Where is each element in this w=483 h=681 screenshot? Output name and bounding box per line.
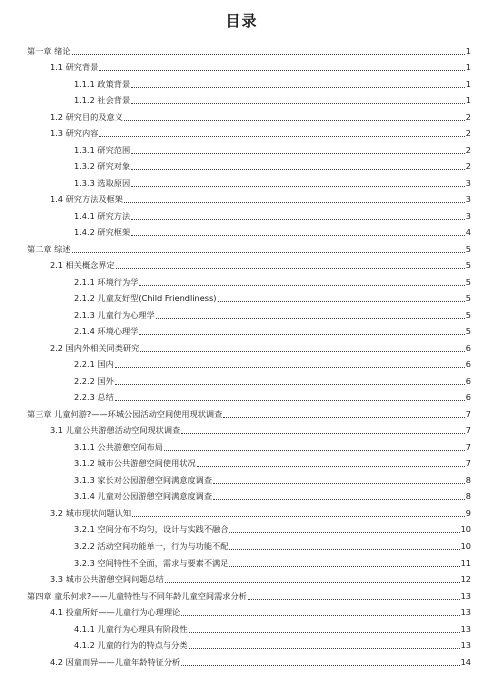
toc-page-number: 7 (465, 408, 471, 419)
toc-page-number: 10 (460, 524, 471, 535)
toc-page-number: 2 (465, 128, 471, 139)
toc-entry-title: 2.2 国内外相关同类研究 (50, 342, 140, 353)
toc-dot-leader (72, 54, 465, 55)
toc-dot-leader (229, 532, 459, 533)
toc-page-number: 2 (465, 144, 471, 155)
toc-dot-leader (248, 599, 460, 600)
toc-page-number: 5 (465, 260, 471, 271)
toc-section-entry[interactable] (0, 107, 483, 124)
toc-entry-title: 2.2.2 国外 (74, 375, 114, 386)
toc-dot-leader (115, 384, 465, 385)
toc-page-number: 6 (465, 342, 471, 353)
toc-dot-leader (223, 417, 465, 418)
toc-dot-leader (131, 219, 465, 220)
toc-dot-leader (99, 136, 464, 137)
toc-dot-leader (189, 648, 460, 649)
toc-dot-leader (131, 186, 465, 187)
toc-dot-leader (115, 367, 465, 368)
toc-subsection-entry[interactable] (0, 322, 483, 339)
toc-page-number: 5 (465, 326, 471, 337)
toc-subsection-entry[interactable] (0, 173, 483, 190)
toc-subsection-entry[interactable] (0, 371, 483, 388)
toc-entry-title: 1.3.2 研究对象 (74, 161, 131, 172)
toc-page-number: 2 (465, 111, 471, 122)
toc-dot-leader (229, 566, 459, 567)
toc-dot-leader (181, 433, 465, 434)
toc-section-entry[interactable] (0, 503, 483, 520)
toc-entry-title: 1.3 研究内容 (50, 128, 99, 139)
toc-entry-title: 第二章 综述 (27, 243, 71, 254)
toc-dot-leader (116, 268, 465, 269)
toc-page-number: 3 (465, 194, 471, 205)
toc-entry-title: 2.1 相关概念界定 (50, 260, 115, 271)
toc-section-entry[interactable] (0, 570, 483, 587)
toc-dot-leader (189, 632, 460, 633)
toc-entry-title: 3.2 城市现状问题认知 (50, 507, 132, 518)
toc-subsection-entry[interactable] (0, 520, 483, 537)
toc-entry-title: 4.1.2 儿童的行为的特点与分类 (74, 640, 188, 651)
toc-page-number: 11 (460, 557, 471, 568)
toc-page-number: 1 (465, 45, 471, 56)
toc-page-number: 7 (465, 458, 471, 469)
toc-page-number: 1 (465, 78, 471, 89)
toc-dot-leader (165, 582, 460, 583)
toc-entry-title: 第四章 童乐何求?——儿童特性与不同年龄儿童空间需求分析 (27, 590, 247, 601)
toc-page-number: 3 (465, 210, 471, 221)
toc-page-number: 5 (465, 309, 471, 320)
toc-dot-leader (124, 202, 465, 203)
toc-page-number: 6 (465, 359, 471, 370)
toc-dot-leader (99, 70, 464, 71)
toc-dot-leader (181, 665, 459, 666)
toc-dot-leader (140, 351, 464, 352)
toc-subsection-entry[interactable] (0, 437, 483, 454)
toc-subsection-entry[interactable] (0, 157, 483, 174)
toc-subsection-entry[interactable] (0, 223, 483, 240)
toc-dot-leader (131, 103, 465, 104)
toc-page-number: 1 (465, 95, 471, 106)
toc-entry-title: 1.1 研究背景 (50, 62, 99, 73)
toc-entry-title: 2.2.1 国内 (74, 359, 114, 370)
toc-entry-title: 1.3.1 研究范围 (74, 144, 131, 155)
toc-page-number: 10 (460, 540, 471, 551)
toc-dot-leader (229, 549, 459, 550)
toc-entry-title: 3.1.1 公共游憩空间布局 (74, 441, 163, 452)
toc-entry-title: 1.2 研究目的及意义 (50, 111, 123, 122)
toc-dot-leader (197, 466, 465, 467)
toc-subsection-entry[interactable] (0, 487, 483, 504)
toc-dot-leader (213, 483, 465, 484)
toc-subsection-entry[interactable] (0, 454, 483, 471)
toc-entry-title: 3.1 儿童公共游憩活动空间现状调查 (50, 425, 181, 436)
toc-entry-title: 3.3 城市公共游憩空间问题总结 (50, 574, 164, 585)
toc-dot-leader (132, 516, 465, 517)
toc-entry-title: 2.1.3 儿童行为心理学 (74, 309, 155, 320)
toc-dot-leader (124, 120, 465, 121)
toc-section-entry[interactable] (0, 124, 483, 141)
toc-page-number: 8 (465, 491, 471, 502)
toc-entry-title: 1.4.1 研究方法 (74, 210, 131, 221)
toc-chapter-entry[interactable] (0, 239, 483, 256)
toc-entry-title: 2.1.4 环境心理学 (74, 326, 139, 337)
toc-page-number: 7 (465, 441, 471, 452)
toc-entry-title: 2.1.2 儿童友好型(Child Friendliness) (74, 293, 217, 304)
toc-page-number: 13 (460, 640, 471, 651)
toc-entry-title: 1.1.2 社会背景 (74, 95, 131, 106)
toc-page-number: 3 (465, 177, 471, 188)
toc-dot-leader (131, 235, 465, 236)
toc-list (0, 41, 483, 669)
toc-page-number: 5 (465, 276, 471, 287)
toc-entry-title: 4.1 投童所好——儿童行为心理理论 (50, 607, 181, 618)
toc-dot-leader (156, 318, 465, 319)
toc-dot-leader (72, 252, 465, 253)
toc-section-entry[interactable] (0, 603, 483, 620)
toc-dot-leader (218, 301, 465, 302)
toc-entry-title: 3.2.1 空间分布不均匀，设计与实践不融合 (74, 524, 229, 535)
toc-entry-title: 3.2.3 空间特性不全面，需求与要素不满足 (74, 557, 229, 568)
toc-entry-title: 4.1.1 儿童行为心理具有阶段性 (74, 623, 188, 634)
toc-section-entry[interactable] (0, 190, 483, 207)
toc-page-number: 8 (465, 474, 471, 485)
toc-dot-leader (131, 87, 465, 88)
toc-subsection-entry[interactable] (0, 470, 483, 487)
toc-dot-leader (181, 615, 459, 616)
toc-subsection-entry[interactable] (0, 355, 483, 372)
toc-page-number: 4 (465, 227, 471, 238)
toc-chapter-entry[interactable] (0, 41, 483, 58)
toc-subsection-entry[interactable] (0, 619, 483, 636)
toc-section-entry[interactable] (0, 58, 483, 75)
toc-entry-title: 3.1.2 城市公共游憩空间使用状况 (74, 458, 196, 469)
toc-subsection-entry[interactable] (0, 536, 483, 553)
toc-entry-title: 4.2 因童而异——儿童年龄特征分析 (50, 656, 181, 667)
toc-subsection-entry[interactable] (0, 74, 483, 91)
toc-section-entry[interactable] (0, 256, 483, 273)
toc-dot-leader (139, 285, 464, 286)
toc-page-number: 13 (460, 623, 471, 634)
toc-entry-title: 3.2.2 活动空间功能单一，行为与功能不配 (74, 540, 229, 551)
toc-entry-title: 1.4.2 研究框架 (74, 227, 131, 238)
toc-dot-leader (164, 450, 465, 451)
toc-section-entry[interactable] (0, 652, 483, 669)
toc-title: 目录 (225, 12, 258, 30)
toc-page-number: 6 (465, 392, 471, 403)
toc-entry-title: 1.3.3 选取原因 (74, 177, 131, 188)
toc-dot-leader (131, 153, 465, 154)
toc-section-entry[interactable] (0, 338, 483, 355)
toc-dot-leader (131, 169, 465, 170)
toc-section-entry[interactable] (0, 421, 483, 438)
toc-subsection-entry[interactable] (0, 553, 483, 570)
toc-subsection-entry[interactable] (0, 272, 483, 289)
toc-page-number: 7 (465, 425, 471, 436)
toc-page-number: 2 (465, 161, 471, 172)
toc-subsection-entry[interactable] (0, 206, 483, 223)
toc-page-number: 6 (465, 375, 471, 386)
toc-dot-leader (213, 499, 465, 500)
toc-page-number: 9 (465, 507, 471, 518)
toc-page-number: 14 (460, 656, 471, 667)
toc-subsection-entry[interactable] (0, 289, 483, 306)
toc-subsection-entry[interactable] (0, 388, 483, 405)
toc-subsection-entry[interactable] (0, 305, 483, 322)
toc-page-number: 5 (465, 293, 471, 304)
toc-page-number: 1 (465, 62, 471, 73)
toc-subsection-entry[interactable] (0, 140, 483, 157)
toc-entry-title: 3.1.3 家长对公园游憩空间满意度调查 (74, 474, 213, 485)
toc-subsection-entry[interactable] (0, 91, 483, 108)
toc-entry-title: 1.1.1 政策背景 (74, 78, 131, 89)
toc-subsection-entry[interactable] (0, 636, 483, 653)
toc-page-number: 13 (460, 607, 471, 618)
toc-page-number: 12 (460, 574, 471, 585)
toc-entry-title: 第一章 绪论 (27, 45, 71, 56)
toc-entry-title: 2.1.1 环境行为学 (74, 276, 139, 287)
toc-chapter-entry[interactable] (0, 404, 483, 421)
toc-dot-leader (115, 400, 465, 401)
toc-page-number: 13 (460, 590, 471, 601)
toc-page-number: 5 (465, 243, 471, 254)
toc-entry-title: 3.1.4 儿童对公园游憩空间满意度调查 (74, 491, 213, 502)
toc-dot-leader (139, 334, 464, 335)
toc-entry-title: 2.2.3 总结 (74, 392, 114, 403)
toc-entry-title: 1.4 研究方法及框架 (50, 194, 123, 205)
toc-entry-title: 第三章 儿童何游?——环城公园活动空间使用现状调查 (27, 408, 223, 419)
toc-chapter-entry[interactable] (0, 586, 483, 603)
